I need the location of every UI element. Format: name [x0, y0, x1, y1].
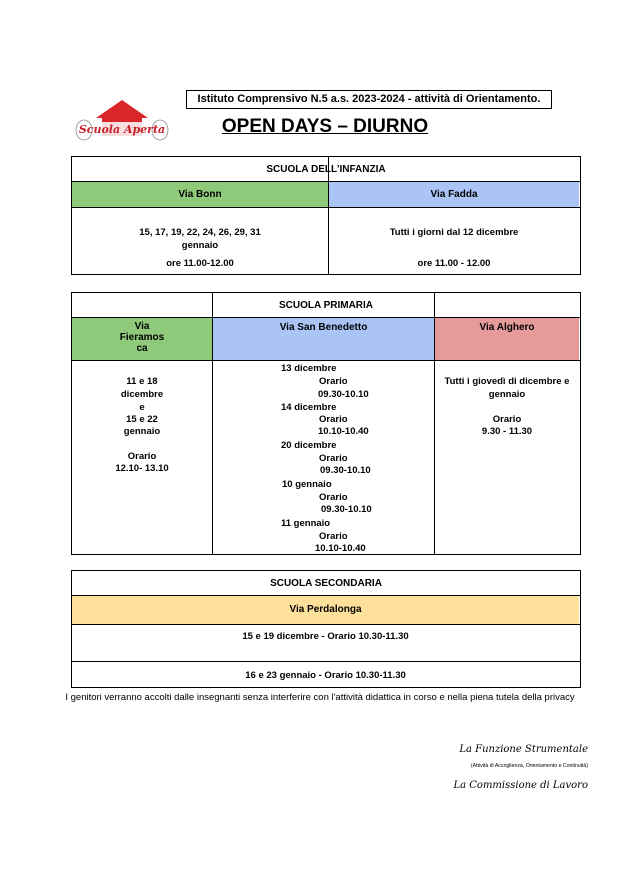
signature-commissione: La Commissione di Lavoro	[453, 780, 588, 791]
san-benedetto-date: 13 dicembre	[281, 363, 337, 374]
fieramosca-line: 15 e 22	[126, 414, 158, 425]
san-benedetto-time: 09.30-10.10	[320, 465, 371, 476]
secondaria-table	[71, 570, 581, 688]
secondaria-row-2: 16 e 23 gennaio - Orario 10.30-11.30	[245, 670, 406, 681]
san-benedetto-date: 20 dicembre	[281, 440, 337, 451]
san-benedetto-label: Orario	[319, 453, 348, 464]
san-benedetto-date: 11 gennaio	[281, 518, 331, 529]
primaria-table	[71, 292, 581, 555]
san-benedetto-time: 10.10-10.40	[318, 426, 369, 437]
fieramosca-line: Orario	[127, 451, 157, 462]
fieramosca-line: e	[139, 402, 145, 413]
fieramosca-line: gennaio	[123, 426, 161, 437]
fieramosca-line: 12.10- 13.10	[115, 463, 169, 474]
primaria-title: SCUOLA PRIMARIA	[278, 300, 374, 311]
page-title: OPEN DAYS – DIURNO	[221, 116, 429, 137]
institute-header: Istituto Comprensivo N.5 a.s. 2023-2024 - attività di Orientamento.	[186, 90, 552, 109]
infanzia-bonn-dates: 15, 17, 19, 22, 24, 26, 29, 31	[139, 227, 261, 238]
san-benedetto-date: 14 dicembre	[281, 402, 337, 413]
alghero-line: gennaio	[488, 389, 526, 400]
via-fadda-head: Via Fadda	[329, 182, 579, 207]
infanzia-fadda-time: ore 11.00 - 12.00	[417, 258, 491, 269]
alghero-line: 9.30 - 11.30	[481, 426, 533, 437]
san-benedetto-label: Orario	[319, 376, 348, 387]
via-fieramosca-head: Via Fieramos ca	[72, 318, 212, 360]
infanzia-bonn-time: ore 11.00-12.00	[166, 258, 234, 269]
san-benedetto-time: 09.30-10.10	[321, 504, 372, 515]
via-bonn-head: Via Bonn	[72, 182, 328, 207]
san-benedetto-label: Orario	[319, 492, 348, 503]
infanzia-fadda-dates: Tutti i giorni dal 12 dicembre	[389, 227, 519, 238]
via-alghero-head: Via Alghero	[435, 318, 579, 360]
secondaria-title: SCUOLA SECONDARIA	[270, 578, 382, 589]
san-benedetto-time: 10.10-10.40	[315, 543, 366, 554]
privacy-note: I genitori verranno accolti dalle insegnanti senza interferire con l'attività didattica in corso e nella piena tutela della privacy	[65, 692, 575, 703]
alghero-line: Orario	[492, 414, 522, 425]
scuola-aperta-logo	[74, 96, 170, 144]
via-san-benedetto-head: Via San Benedetto	[213, 318, 434, 360]
san-benedetto-time: 09.30-10.10	[318, 389, 369, 400]
infanzia-bonn-month: gennaio	[181, 240, 219, 251]
infanzia-title: SCUOLA DELL'INFANZIA	[266, 164, 386, 175]
alghero-line: Tutti i giovedì di dicembre e	[444, 376, 570, 387]
signature-funzione-sub: (Attività di Accoglienza, Orientamento e Continuità)	[470, 763, 588, 769]
fieramosca-line: dicembre	[120, 389, 164, 400]
svg-text:Scuola Aperta: Scuola Aperta	[78, 123, 166, 136]
secondaria-row-1: 15 e 19 dicembre - Orario 10.30-11.30	[242, 631, 409, 642]
via-perdalonga-head: Via Perdalonga	[72, 596, 579, 624]
infanzia-table	[71, 156, 581, 275]
signature-funzione: La Funzione Strumentale	[459, 744, 588, 755]
san-benedetto-date: 10 gennaio	[282, 479, 332, 490]
san-benedetto-label: Orario	[319, 531, 348, 542]
san-benedetto-label: Orario	[319, 414, 348, 425]
fieramosca-line: 11 e 18	[126, 376, 158, 387]
